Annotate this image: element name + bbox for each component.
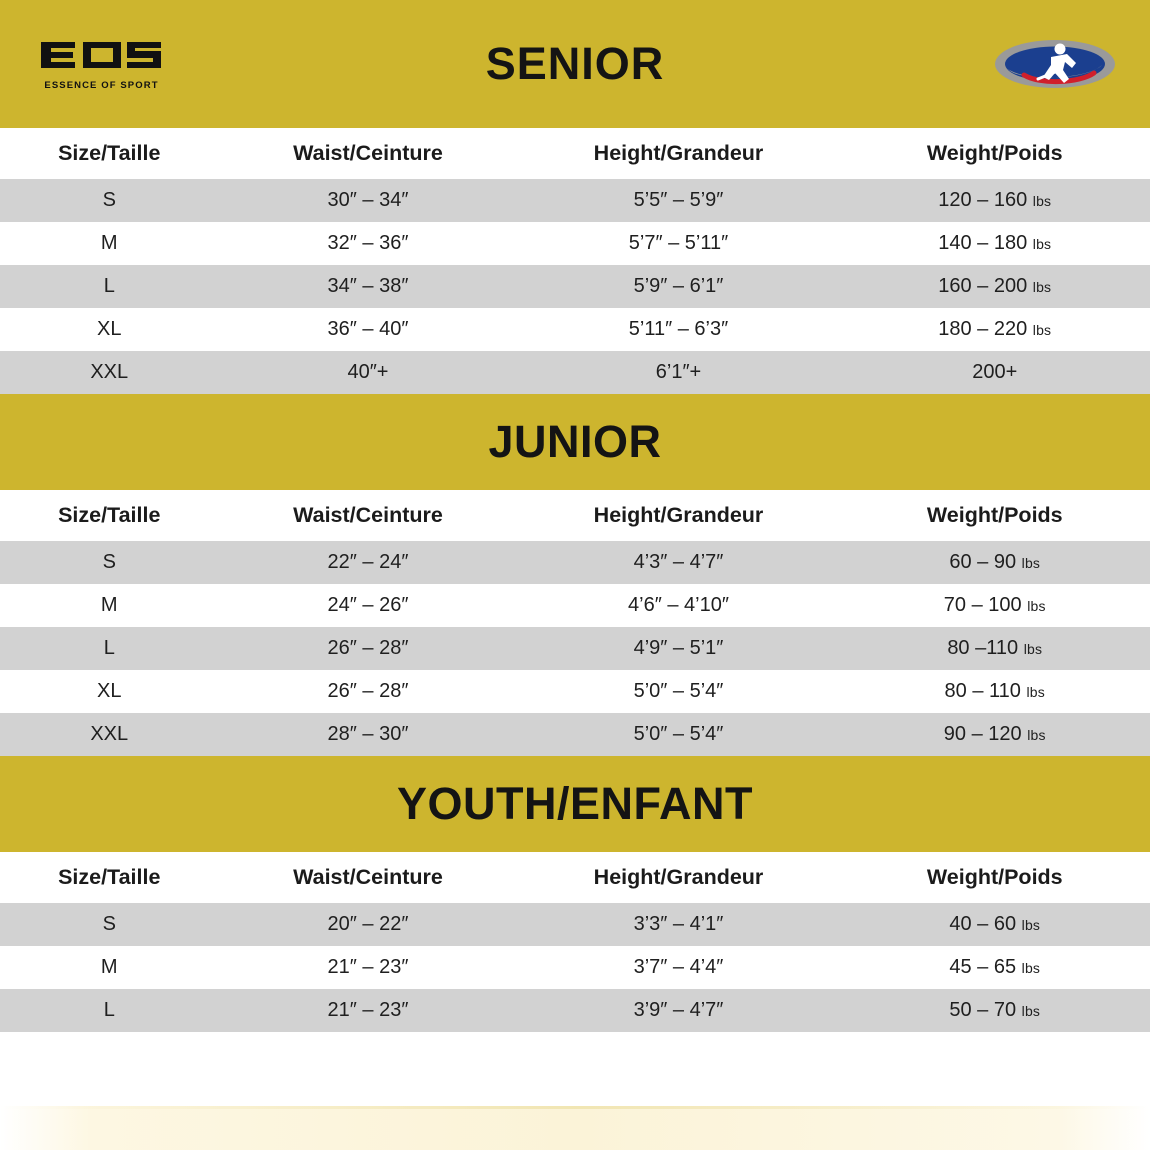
weight-unit: lbs (1027, 727, 1046, 743)
col-header-weight: Weight/Poids (840, 128, 1150, 179)
col-header-height: Height/Grandeur (518, 852, 840, 903)
cell-waist: 34″ – 38″ (219, 265, 518, 308)
cell-weight (840, 713, 1150, 756)
cell-waist: 36″ – 40″ (219, 308, 518, 351)
cell-waist: 22″ – 24″ (219, 541, 518, 584)
cell-waist: 26″ – 28″ (219, 670, 518, 713)
col-header-weight: Weight/Poids (840, 490, 1150, 541)
cell-weight (840, 541, 1150, 584)
cell-weight (840, 351, 1150, 394)
table-row (0, 627, 1150, 670)
cell-height: 3’9″ – 4’7″ (518, 989, 840, 1032)
table-row (0, 308, 1150, 351)
cell-size: XL (0, 670, 219, 713)
weight-unit: lbs (1023, 641, 1043, 657)
cell-height: 5’0″ – 5’4″ (518, 670, 840, 713)
cell-waist: 21″ – 23″ (219, 989, 518, 1032)
table-row (0, 351, 1150, 394)
cell-size: L (0, 989, 219, 1032)
weight-unit: lbs (1032, 322, 1052, 338)
cell-waist: 40″+ (219, 351, 518, 394)
table-row (0, 713, 1150, 756)
weight-value: 50 – 70 (949, 999, 1017, 1021)
cell-size: L (0, 627, 219, 670)
weight-value: 70 – 100 (943, 594, 1022, 616)
cell-weight (840, 584, 1150, 627)
eos-logo-mark (39, 38, 165, 76)
col-header-size: Size/Taille (0, 852, 219, 903)
cell-waist: 32″ – 36″ (219, 222, 518, 265)
weight-unit: lbs (1021, 555, 1041, 571)
cell-height: 4’9″ – 5’1″ (518, 627, 840, 670)
page-title-junior: JUNIOR (488, 416, 662, 467)
weight-value: 60 – 90 (949, 551, 1017, 573)
cell-height: 5’0″ – 5’4″ (518, 713, 840, 756)
weight-value: 40 – 60 (949, 913, 1017, 935)
bottom-gradient-strip (0, 1106, 1150, 1150)
weight-value: 140 – 180 (938, 232, 1028, 254)
cell-size: M (0, 222, 219, 265)
weight-unit: lbs (1021, 960, 1041, 976)
col-header-waist: Waist/Ceinture (219, 490, 518, 541)
table-header-row (0, 852, 1150, 903)
col-header-waist: Waist/Ceinture (219, 852, 518, 903)
cell-size: S (0, 179, 219, 222)
cell-size: M (0, 946, 219, 989)
weight-value: 180 – 220 (938, 318, 1028, 340)
table-row (0, 946, 1150, 989)
cell-waist: 21″ – 23″ (219, 946, 518, 989)
cell-size: L (0, 265, 219, 308)
cell-height: 5’5″ – 5’9″ (518, 179, 840, 222)
col-header-waist: Waist/Ceinture (219, 128, 518, 179)
col-header-height: Height/Grandeur (518, 128, 840, 179)
table-row (0, 989, 1150, 1032)
cell-height: 4’3″ – 4’7″ (518, 541, 840, 584)
cell-weight (840, 222, 1150, 265)
table-row (0, 670, 1150, 713)
cell-weight (840, 308, 1150, 351)
junior-banner (0, 394, 1150, 490)
cell-height: 5’7″ – 5’11″ (518, 222, 840, 265)
weight-value: 80 –110 (947, 637, 1019, 659)
col-header-size: Size/Taille (0, 128, 219, 179)
cell-weight (840, 265, 1150, 308)
cell-weight (840, 903, 1150, 946)
weight-unit: lbs (1027, 598, 1046, 614)
cell-waist: 24″ – 26″ (219, 584, 518, 627)
table-row (0, 179, 1150, 222)
cell-waist: 28″ – 30″ (219, 713, 518, 756)
weight-value: 90 – 120 (943, 723, 1022, 745)
table-header-row (0, 490, 1150, 541)
cell-weight (840, 670, 1150, 713)
cell-size: S (0, 903, 219, 946)
table-header-row (0, 128, 1150, 179)
weight-unit: lbs (1032, 279, 1052, 295)
col-header-size: Size/Taille (0, 490, 219, 541)
cell-weight (840, 946, 1150, 989)
cell-height: 3’3″ – 4’1″ (518, 903, 840, 946)
weight-unit: lbs (1032, 193, 1052, 209)
cell-waist: 26″ – 28″ (219, 627, 518, 670)
table-row (0, 584, 1150, 627)
page-title-youth: YOUTH/ENFANT (396, 778, 753, 829)
hockey-player-badge (994, 31, 1116, 97)
weight-value: 200+ (972, 361, 1018, 383)
weight-unit: lbs (1021, 917, 1041, 933)
cell-size: S (0, 541, 219, 584)
cell-height: 5’11″ – 6’3″ (518, 308, 840, 351)
youth-size-table (0, 852, 1150, 1032)
table-row (0, 541, 1150, 584)
cell-size: XXL (0, 713, 219, 756)
table-row (0, 265, 1150, 308)
table-row (0, 222, 1150, 265)
cell-weight (840, 989, 1150, 1032)
cell-waist: 30″ – 34″ (219, 179, 518, 222)
cell-size: XL (0, 308, 219, 351)
weight-value: 80 – 110 (944, 680, 1021, 702)
cell-height: 4’6″ – 4’10″ (518, 584, 840, 627)
cell-height: 5’9″ – 6’1″ (518, 265, 840, 308)
senior-banner (0, 0, 1150, 128)
weight-value: 45 – 65 (949, 956, 1017, 978)
cell-weight (840, 179, 1150, 222)
weight-value: 120 – 160 (938, 189, 1028, 211)
weight-unit: lbs (1032, 236, 1052, 252)
weight-unit: lbs (1021, 1003, 1041, 1019)
col-header-weight: Weight/Poids (840, 852, 1150, 903)
senior-size-table (0, 128, 1150, 394)
cell-waist: 20″ – 22″ (219, 903, 518, 946)
cell-size: XXL (0, 351, 219, 394)
weight-value: 160 – 200 (938, 275, 1028, 297)
table-row (0, 903, 1150, 946)
hockey-player-badge-icon (994, 31, 1116, 97)
junior-size-table (0, 490, 1150, 756)
cell-size: M (0, 584, 219, 627)
cell-weight (840, 627, 1150, 670)
col-header-height: Height/Grandeur (518, 490, 840, 541)
page-title-senior: SENIOR (485, 38, 665, 89)
weight-unit: lbs (1026, 684, 1045, 700)
eos-tagline: ESSENCE OF SPORT (44, 79, 159, 91)
youth-banner (0, 756, 1150, 852)
cell-height: 6’1″+ (518, 351, 840, 394)
cell-height: 3’7″ – 4’4″ (518, 946, 840, 989)
eos-logo (34, 38, 169, 91)
